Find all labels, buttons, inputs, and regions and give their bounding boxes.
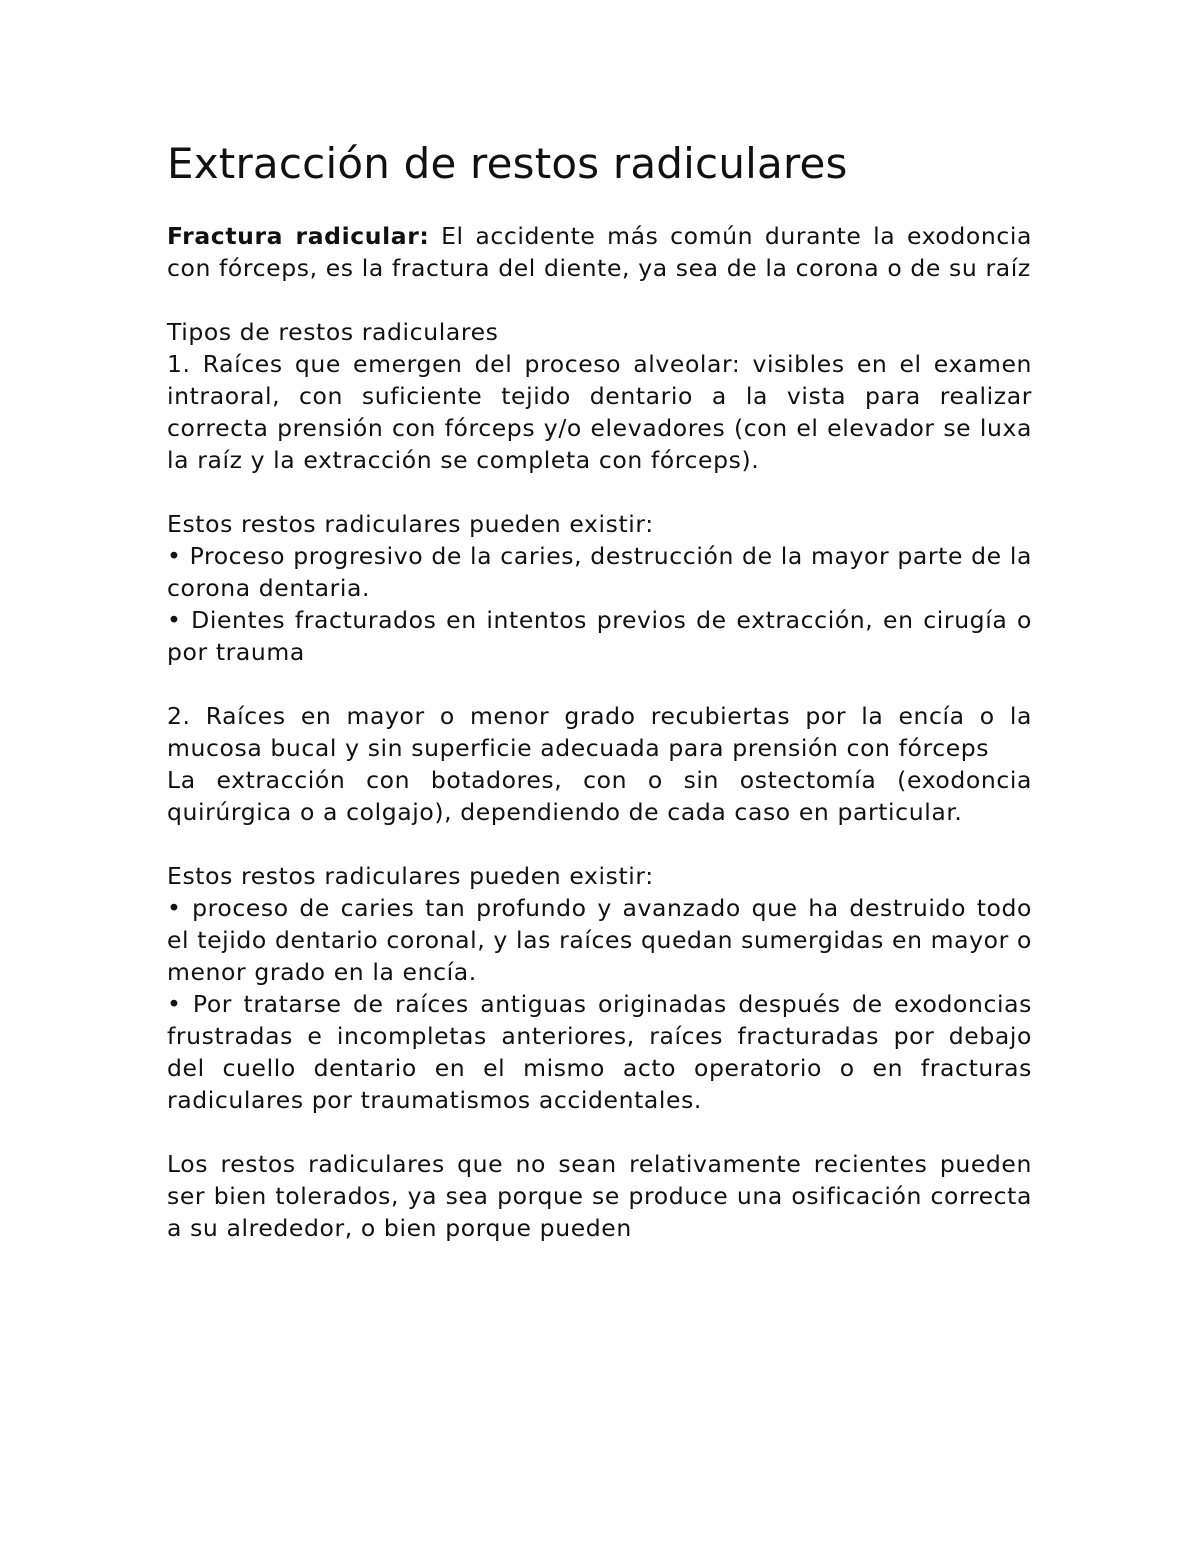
tipos-heading: Tipos de restos radiculares (167, 318, 499, 346)
document-page (167, 138, 1032, 1244)
closing-paragraph: Los restos radiculares que no sean relativamente recientes pueden ser bien tolerados, ya sea porque se produce una osificación correcta a su alrededor, o bien porque pueden (167, 1150, 1032, 1242)
section2-bullet-2: • Por tratarse de raíces antiguas originadas después de exodoncias frustradas e incompletas anteriores, raíces fracturadas por debajo del cuello dentario en el mismo acto operatorio o en fracturas radiculares por traumatismos accidentales. (167, 990, 1032, 1114)
tipo2-paragraph: 2. Raíces en mayor o menor grado recubiertas por la encía o la mucosa bucal y sin superficie adecuada para prensión con fórceps (167, 702, 1032, 762)
section1-bullet-1: • Proceso progresivo de la caries, destrucción de la mayor parte de la corona dentaria. (167, 542, 1032, 602)
section2-intro: Estos restos radiculares pueden existir: (167, 862, 654, 890)
fractura-paragraph (167, 220, 1032, 284)
section1-bullet-2: • Dientes fracturados en intentos previos de extracción, en cirugía o por trauma (167, 606, 1032, 666)
spacer (167, 668, 1032, 700)
section2-bullet-1: • proceso de caries tan profundo y avanzado que ha destruido todo el tejido dentario coronal, y las raíces quedan sumergidas en mayor o menor grado en la encía. (167, 894, 1032, 986)
section1-intro: Estos restos radiculares pueden existir: (167, 510, 654, 538)
spacer (167, 828, 1032, 860)
fractura-label: Fractura radicular: (167, 222, 430, 250)
tipo2-extraccion-paragraph: La extracción con botadores, con o sin ostectomía (exodoncia quirúrgica o a colgajo), dependiendo de cada caso en particular. (167, 766, 1032, 826)
spacer (167, 1116, 1032, 1148)
document-title: Extracción de restos radiculares (167, 139, 848, 188)
fractura-text: El accidente más común durante la exodoncia con fórceps, es la fractura del diente, ya sea de la corona o de su raíz (167, 222, 1032, 282)
tipo1-paragraph: 1. Raíces que emergen del proceso alveolar: visibles en el examen intraoral, con suficiente tejido dentario a la vista para realizar correcta prensión con fórceps y/o elevadores (con el elevador se luxa la raíz y la extracción se completa con fórceps). (167, 350, 1032, 474)
spacer (167, 284, 1032, 316)
spacer (167, 476, 1032, 508)
